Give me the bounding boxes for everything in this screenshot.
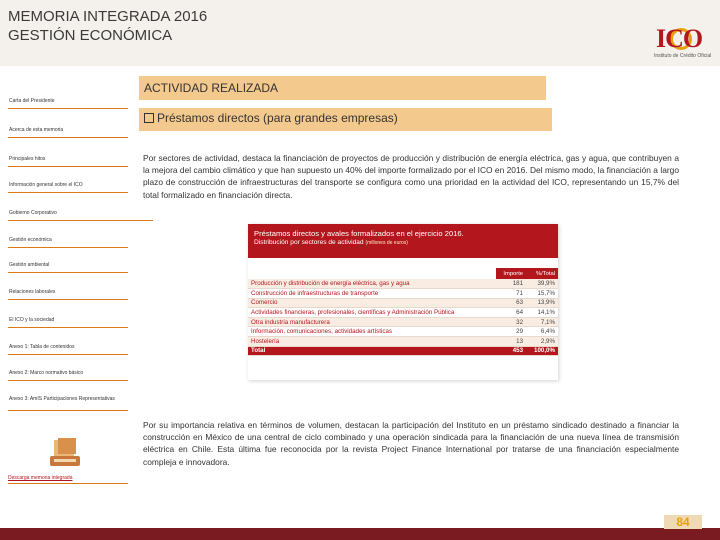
cell-pct: 13,9% bbox=[526, 298, 558, 308]
cell-sector: Hostelería bbox=[248, 337, 496, 347]
sidebar-item-label: Principales hitos bbox=[9, 156, 46, 162]
table-row bbox=[248, 298, 558, 308]
column-header-pct: %/Total bbox=[526, 268, 558, 279]
cell-sector: Producción y distribución de energía eléctrica, gas y agua bbox=[248, 279, 496, 289]
paragraph-sectores: Por sectores de actividad, destaca la financiación de proyectos de producción y distribución de energía eléctrica, gas y agua, que contribuyen a la mejora del cambio climático y que han supuesto un 40% del importe formalizado por el ICO en 2016. Del mismo modo, la financiación a largo plazo de construcción de infraestructuras del transporte se configura como una prioridad en la actividad del ICO, representando un 15,7% del total formalizado en financiación directa. bbox=[143, 153, 679, 200]
sidebar-item-label: Gestión económica bbox=[9, 237, 52, 243]
cell-sector: Información, comunicaciones, actividades artísticas bbox=[248, 327, 496, 337]
page-number: 84 bbox=[664, 515, 702, 529]
sidebar-item-label: Gobierno Corporativo bbox=[9, 210, 57, 216]
cell-importe: 29 bbox=[496, 327, 526, 337]
footer-bar bbox=[0, 528, 720, 540]
cell-sector: Actividades financieras, profesionales, científicas y Administración Pública bbox=[248, 308, 496, 318]
table-subtitle-text: Distribución por sectores de actividad bbox=[254, 239, 364, 246]
checkbox-bullet-icon bbox=[144, 113, 154, 123]
cell-pct: 15,7% bbox=[526, 289, 558, 299]
cell-pct: 6,4% bbox=[526, 327, 558, 337]
ico-logo[interactable] bbox=[650, 22, 712, 64]
section-title-bar bbox=[139, 76, 546, 100]
title-line-1: MEMORIA INTEGRADA 2016 bbox=[8, 8, 208, 25]
cell-importe: 71 bbox=[496, 289, 526, 299]
sidebar-item-sociedad[interactable] bbox=[8, 317, 128, 328]
sidebar-item-gestion-economica[interactable] bbox=[8, 237, 128, 248]
table-row bbox=[248, 279, 558, 289]
sidebar-item-label: Anexo 3: AmIS Participaciones Representativas bbox=[9, 396, 115, 402]
sidebar-item-gestion-ambiental[interactable] bbox=[8, 262, 128, 273]
sidebar-item-acerca[interactable] bbox=[8, 127, 128, 138]
cell-sector: Construcción de infraestructuras de transporte bbox=[248, 289, 496, 299]
paragraph-importancia: Por su importancia relativa en términos de volumen, destacan la participación del Instituto en un préstamo sindicado destinado a financiar la construcción en México de una central de ciclo combinado y una operación sindicada para la financiación de una nueva línea de transmisión eléctrica en Chile. Esta última fue reconocida por la revista Project Finance International por tratarse de una financiación especialmente compleja e innovadora. bbox=[143, 420, 679, 467]
sidebar-item-label: El ICO y la sociedad bbox=[9, 317, 55, 323]
sidebar-item-hitos[interactable] bbox=[8, 156, 128, 167]
logo-letters: ICO bbox=[656, 24, 703, 53]
sidebar-item-label: Anexo 2: Marco normativo básico bbox=[9, 370, 84, 376]
download-book-icon[interactable] bbox=[48, 436, 82, 468]
table-row bbox=[248, 308, 558, 318]
data-table bbox=[248, 268, 558, 356]
sidebar-item-label: Información general sobre el ICO bbox=[9, 182, 83, 188]
sidebar-item-relaciones[interactable] bbox=[8, 289, 128, 300]
sidebar-item-label: Anexo 1: Tabla de contenidos bbox=[9, 344, 75, 350]
table-row bbox=[248, 289, 558, 299]
total-label: Total bbox=[248, 346, 496, 356]
cell-importe: 181 bbox=[496, 279, 526, 289]
sidebar-item-anexo-3[interactable] bbox=[8, 396, 128, 411]
section-title: ACTIVIDAD REALIZADA bbox=[144, 81, 279, 95]
sidebar-item-informacion[interactable] bbox=[8, 182, 128, 193]
table-title: Préstamos directos y avales formalizados en el ejercicio 2016. bbox=[254, 229, 464, 238]
cell-sector: Otra industria manufacturera bbox=[248, 317, 496, 327]
subtitle-bar bbox=[139, 108, 552, 131]
sidebar-item-gobierno[interactable] bbox=[8, 210, 153, 221]
column-header-importe: Importe bbox=[496, 268, 526, 279]
sidebar-item-label: Carta del Presidente bbox=[9, 98, 55, 104]
cell-importe: 64 bbox=[496, 308, 526, 318]
total-importe: 453 bbox=[496, 346, 526, 356]
subtitle: Préstamos directos (para grandes empresas) bbox=[157, 111, 398, 125]
sidebar-item-label: Relaciones laborales bbox=[9, 289, 56, 295]
sidebar-item-anexo-1[interactable] bbox=[8, 344, 128, 355]
table-row bbox=[248, 327, 558, 337]
sidebar-item-carta[interactable] bbox=[8, 98, 128, 109]
column-header-sector bbox=[248, 268, 496, 279]
table-total-row bbox=[248, 346, 558, 356]
sidebar-item-anexo-2[interactable] bbox=[8, 370, 128, 381]
download-memoria-link[interactable] bbox=[8, 475, 128, 484]
cell-importe: 63 bbox=[496, 298, 526, 308]
table-header-band bbox=[248, 224, 558, 258]
cell-importe: 13 bbox=[496, 337, 526, 347]
cell-sector: Comercio bbox=[248, 298, 496, 308]
sector-distribution-table bbox=[248, 224, 558, 380]
cell-pct: 14,1% bbox=[526, 308, 558, 318]
logo-tagline: Instituto de Crédito Oficial bbox=[654, 53, 712, 59]
cell-pct: 39,9% bbox=[526, 279, 558, 289]
total-pct: 100,0% bbox=[526, 346, 558, 356]
sidebar-item-label: Gestión ambiental bbox=[9, 262, 50, 268]
cell-pct: 2,9% bbox=[526, 337, 558, 347]
table-row bbox=[248, 317, 558, 327]
cell-importe: 32 bbox=[496, 317, 526, 327]
table-row bbox=[248, 337, 558, 347]
table-subtitle bbox=[254, 239, 408, 246]
header bbox=[0, 0, 720, 66]
cell-pct: 7,1% bbox=[526, 317, 558, 327]
page-title bbox=[8, 7, 207, 45]
table-unit: (millones de euros) bbox=[365, 240, 408, 246]
title-line-2: GESTIÓN ECONÓMICA bbox=[8, 27, 173, 44]
sidebar-item-label: Acerca de esta memoria bbox=[9, 127, 64, 133]
download-link-text[interactable]: Descarga memoria integrada bbox=[8, 475, 73, 481]
